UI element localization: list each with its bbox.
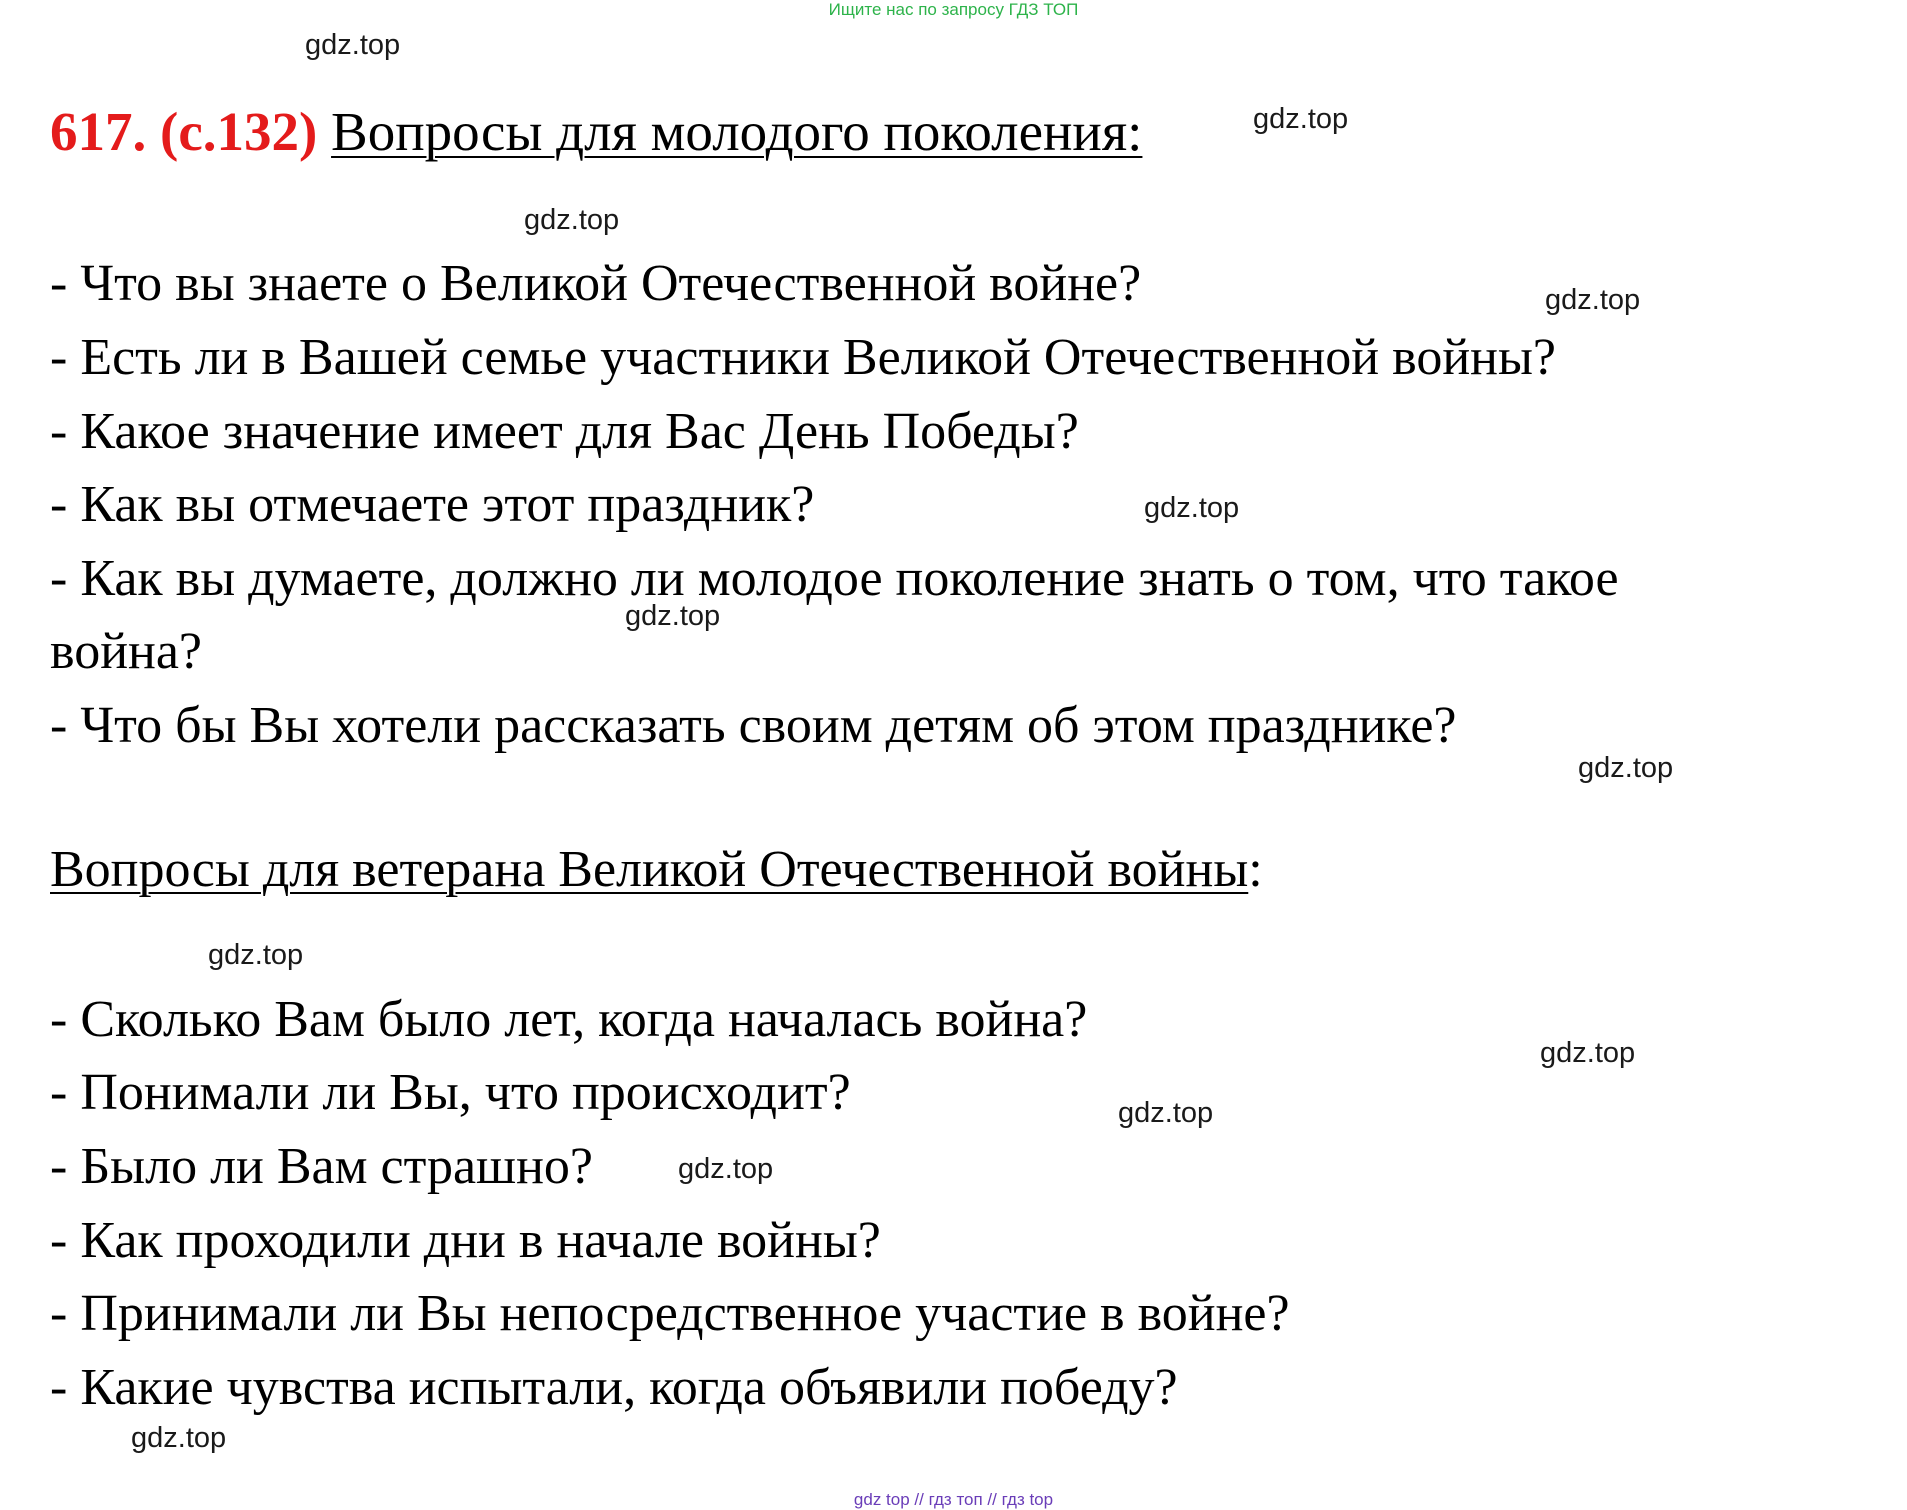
- young-question: - Как вы отмечаете этот праздник?: [50, 476, 815, 533]
- top-banner: Ищите нас по запросу ГДЗ ТОП: [828, 0, 1079, 19]
- watermark: gdz.top: [678, 1153, 774, 1185]
- veteran-question: - Как проходили дни в начале войны?: [50, 1212, 881, 1269]
- young-question: - Какое значение имеет для Вас День Победы?: [50, 403, 1079, 460]
- watermark: gdz.top: [1253, 103, 1349, 135]
- veteran-question: - Понимали ли Вы, что происходит?: [50, 1064, 851, 1121]
- young-question: - Есть ли в Вашей семье участники Великой Отечественной войны?: [50, 329, 1556, 386]
- watermark: gdz.top: [524, 204, 620, 236]
- watermark: gdz.top: [1144, 492, 1240, 524]
- young-question: - Что бы Вы хотели рассказать своим детям об этом празднике?: [50, 697, 1457, 754]
- veteran-heading-text: Вопросы для ветерана Великой Отечественной войны: [50, 841, 1249, 898]
- watermark: gdz.top: [1540, 1037, 1636, 1069]
- veteran-question: - Какие чувства испытали, когда объявили победу?: [50, 1359, 1178, 1416]
- watermark: gdz.top: [1545, 284, 1641, 316]
- young-question: - Что вы знаете о Великой Отечественной войне?: [50, 255, 1142, 312]
- young-question: война?: [50, 623, 203, 680]
- veteran-question: - Было ли Вам страшно?: [50, 1138, 593, 1195]
- watermark: gdz.top: [1118, 1097, 1214, 1129]
- watermark: gdz.top: [1578, 752, 1674, 784]
- footer-links: gdz top // гдз топ // гдз top: [853, 1490, 1054, 1509]
- young-question: - Как вы думаете, должно ли молодое поколение знать о том, что такое: [50, 550, 1619, 607]
- watermark: gdz.top: [625, 600, 721, 632]
- watermark: gdz.top: [305, 29, 401, 61]
- veteran-heading: [50, 834, 1263, 906]
- veteran-question: - Сколько Вам было лет, когда началась война?: [50, 991, 1088, 1048]
- task-number: 617. (с.132): [50, 101, 318, 162]
- veteran-question: - Принимали ли Вы непосредственное участие в войне?: [50, 1285, 1290, 1342]
- watermark: gdz.top: [208, 939, 304, 971]
- watermark: gdz.top: [131, 1422, 227, 1454]
- task-title: [50, 96, 1142, 168]
- task-heading: Вопросы для молодого поколения:: [331, 101, 1143, 162]
- veteran-heading-colon: :: [1248, 841, 1263, 898]
